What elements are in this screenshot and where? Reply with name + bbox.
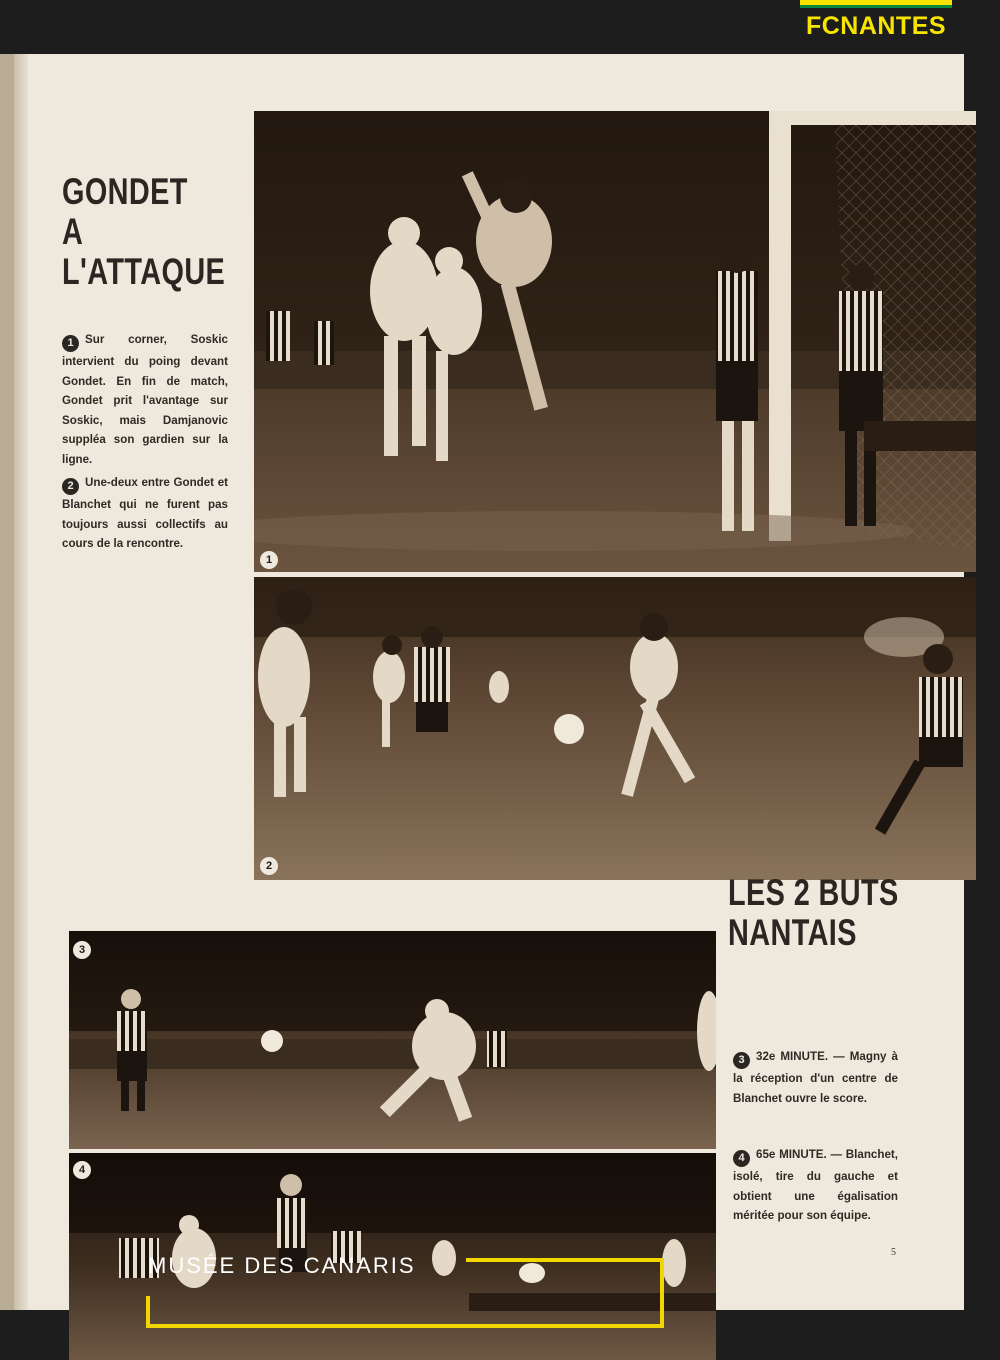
photo-1-goalmouth	[254, 111, 976, 572]
heading-gondet-attaque	[62, 172, 225, 292]
caption-text-2: Une-deux entre Gondet et Blanchet qui ne furent pas toujours aussi collectifs au cours de la rencontre.	[62, 476, 228, 550]
caption-text-1: Sur corner, Soskic intervient du poing devant Gondet. En fin de match, Gondet prit l'avantage sur Soskic, mais Damjanovic suppléa son gardien sur la ligne.	[62, 333, 228, 466]
photo-4-number-badge: 4	[73, 1161, 91, 1179]
watermark-frame-right	[660, 1258, 664, 1328]
brand-stripe-green	[800, 5, 952, 8]
museum-watermark: MUSÉE DES CANARIS	[148, 1253, 416, 1278]
magazine-page	[14, 54, 964, 1310]
heading-line: NANTAIS	[728, 911, 857, 953]
page-number: 5	[891, 1247, 896, 1258]
photo-2-number-badge: 2	[260, 857, 278, 875]
caption-3	[733, 1047, 898, 1108]
photo-3-first-goal	[69, 931, 716, 1149]
heading-line: A	[62, 210, 84, 252]
photo-2-midfield	[254, 577, 976, 880]
photo-3-number-badge: 3	[73, 941, 91, 959]
caption-text-4: 65e MINUTE. — Blanchet, isolé, tire du gauche et obtient une égalisation méritée pour son équipe.	[733, 1148, 898, 1222]
photo-3-image	[69, 931, 716, 1149]
photo-2-image	[254, 577, 976, 880]
caption-number-3: 3	[733, 1052, 750, 1069]
brand-badge	[800, 0, 952, 41]
caption-number-4: 4	[733, 1150, 750, 1167]
watermark-frame-top	[466, 1258, 664, 1262]
heading-line: GONDET	[62, 171, 188, 212]
caption-number-2: 2	[62, 478, 79, 495]
heading-les-2-buts-nantais	[728, 873, 899, 953]
photo-1-number-badge: 1	[260, 551, 278, 569]
caption-text-3: 32e MINUTE. — Magny à la réception d'un centre de Blanchet ouvre le score.	[733, 1050, 898, 1105]
page-spine	[0, 54, 14, 1310]
caption-1	[62, 330, 228, 469]
brand-logo-text: FCNANTES	[805, 12, 947, 40]
photo-1-image	[254, 111, 976, 572]
caption-number-1: 1	[62, 335, 79, 352]
caption-4	[733, 1145, 898, 1226]
heading-line: L'ATTAQUE	[62, 250, 226, 292]
caption-2	[62, 473, 228, 554]
watermark-frame-bottom	[146, 1324, 664, 1328]
heading-line: LES 2 BUTS	[728, 872, 899, 913]
